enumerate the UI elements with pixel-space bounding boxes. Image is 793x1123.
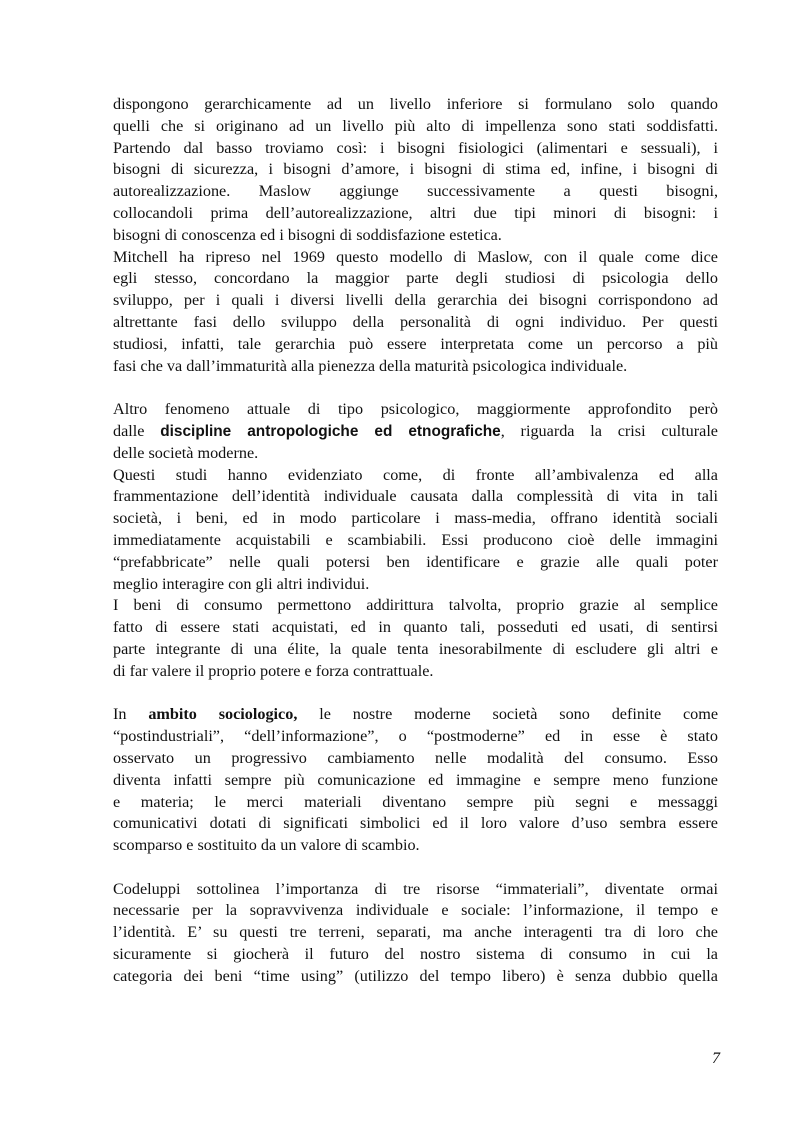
text-line: “postindustriali”, “dell’informazione”, o “postmoderne” ed in esse è stato <box>113 727 718 746</box>
paragraph-maslow <box>113 94 718 377</box>
text-line: categoria dei beni “time using” (utilizzo del tempo libero) è senza dubbio quella <box>113 966 718 985</box>
text-line: I beni di consumo permettono addirittura talvolta, proprio grazie al semplice <box>113 596 718 615</box>
text-run: le nostre moderne società sono definite come <box>319 705 719 724</box>
text-line: fasi che va dall’immaturità alla pienezza della maturità psicologica individuale. <box>113 356 628 375</box>
text-line: bisogni di conoscenza ed i bisogni di soddisfazione estetica. <box>113 225 502 244</box>
text-line <box>113 421 718 443</box>
text-line: bisogni di sicurezza, i bisogni d’amore, i bisogni di stima ed, infine, i bisogni di <box>113 160 718 179</box>
text-line: sviluppo, per i quali i diversi livelli della gerarchia dei bisogni corrispondono ad <box>113 291 718 310</box>
text-line: Mitchell ha ripreso nel 1969 questo modello di Maslow, con il quale come dice <box>113 247 718 266</box>
document-body <box>113 94 718 988</box>
paragraph-codeluppi <box>113 879 718 988</box>
text-line: autorealizzazione. Maslow aggiunge successivamente a questi bisogni, <box>113 182 718 201</box>
paragraph-gap <box>113 857 718 879</box>
text-line: egli stesso, concordano la maggior parte degli studiosi di psicologia dello <box>113 269 718 288</box>
text-run: , riguarda la crisi culturale <box>500 421 718 440</box>
text-line: frammentazione dell’identità individuale causata dalla complessità di vita in tali <box>113 487 718 506</box>
text-line: Partendo dal basso troviamo così: i bisogni fisiologici (alimentari e sessuali), i <box>113 138 718 157</box>
text-line: diventa infatti sempre più comunicazione ed immagine e sempre meno funzione <box>113 770 718 789</box>
paragraph-gap <box>113 683 718 705</box>
text-line: di far valere il proprio potere e forza contrattuale. <box>113 661 434 680</box>
text-line: sicuramente si giocherà il futuro del nostro sistema di consumo in cui la <box>113 945 718 964</box>
page-number: 7 <box>712 1050 720 1067</box>
text-line: necessarie per la sopravvivenza individuale e sociale: l’informazione, il tempo e <box>113 901 718 920</box>
text-line: osservato un progressivo cambiamento nelle modalità del consumo. Esso <box>113 748 718 767</box>
text-line: collocandoli prima dell’autorealizzazione, altri due tipi minori di bisogni: i <box>113 203 718 222</box>
text-run: dalle <box>113 421 145 440</box>
paragraph-antropologia <box>113 399 718 682</box>
text-line: meglio interagire con gli altri individui. <box>113 574 370 593</box>
emphasis-ambito: ambito sociologico, <box>148 705 298 724</box>
text-line: parte integrante di una élite, la quale tenta inesorabilmente di escludere gli altri e <box>113 639 718 658</box>
text-line: delle società moderne. <box>113 443 259 462</box>
text-line: l’identità. E’ su questi tre terreni, separati, ma anche interagenti tra di loro che <box>113 923 718 942</box>
text-line: e materia; le merci materiali diventano sempre più segni e messaggi <box>113 792 718 811</box>
text-line: fatto di essere stati acquistati, ed in quanto tali, posseduti ed usati, di sentirsi <box>113 618 718 637</box>
text-line: quelli che si originano ad un livello più alto di impellenza sono stati soddisfatti. <box>113 116 718 135</box>
paragraph-sociologia <box>113 704 718 857</box>
text-line: comunicativi dotati di significati simbolici ed il loro valore d’uso sembra essere <box>113 814 718 833</box>
text-line: scomparso e sostituito da un valore di scambio. <box>113 836 420 855</box>
paragraph-gap <box>113 377 718 399</box>
text-line <box>113 704 718 726</box>
text-line: Altro fenomeno attuale di tipo psicologico, maggiormente approfondito però <box>113 400 718 419</box>
text-run: In <box>113 705 127 724</box>
text-line: dispongono gerarchicamente ad un livello inferiore si formulano solo quando <box>113 95 718 113</box>
text-line: “prefabbricate” nelle quali potersi ben identificare e grazie alle quali poter <box>113 552 718 571</box>
text-line: Questi studi hanno evidenziato come, di fronte all’ambivalenza ed alla <box>113 465 718 484</box>
text-line: studiosi, infatti, tale gerarchia può essere interpretata come un percorso a più <box>113 334 718 353</box>
text-line: società, i beni, ed in modo particolare i mass-media, offrano identità sociali <box>113 509 718 528</box>
text-line: Codeluppi sottolinea l’importanza di tre risorse “immateriali”, diventate ormai <box>113 879 718 898</box>
emphasis-discipline: discipline antropologiche ed etnografiche <box>160 422 501 440</box>
text-line: altrettante fasi dello sviluppo della personalità di ogni individuo. Per questi <box>113 312 718 331</box>
text-line: immediatamente acquistabili e scambiabili. Essi producono cioè delle immagini <box>113 530 718 549</box>
